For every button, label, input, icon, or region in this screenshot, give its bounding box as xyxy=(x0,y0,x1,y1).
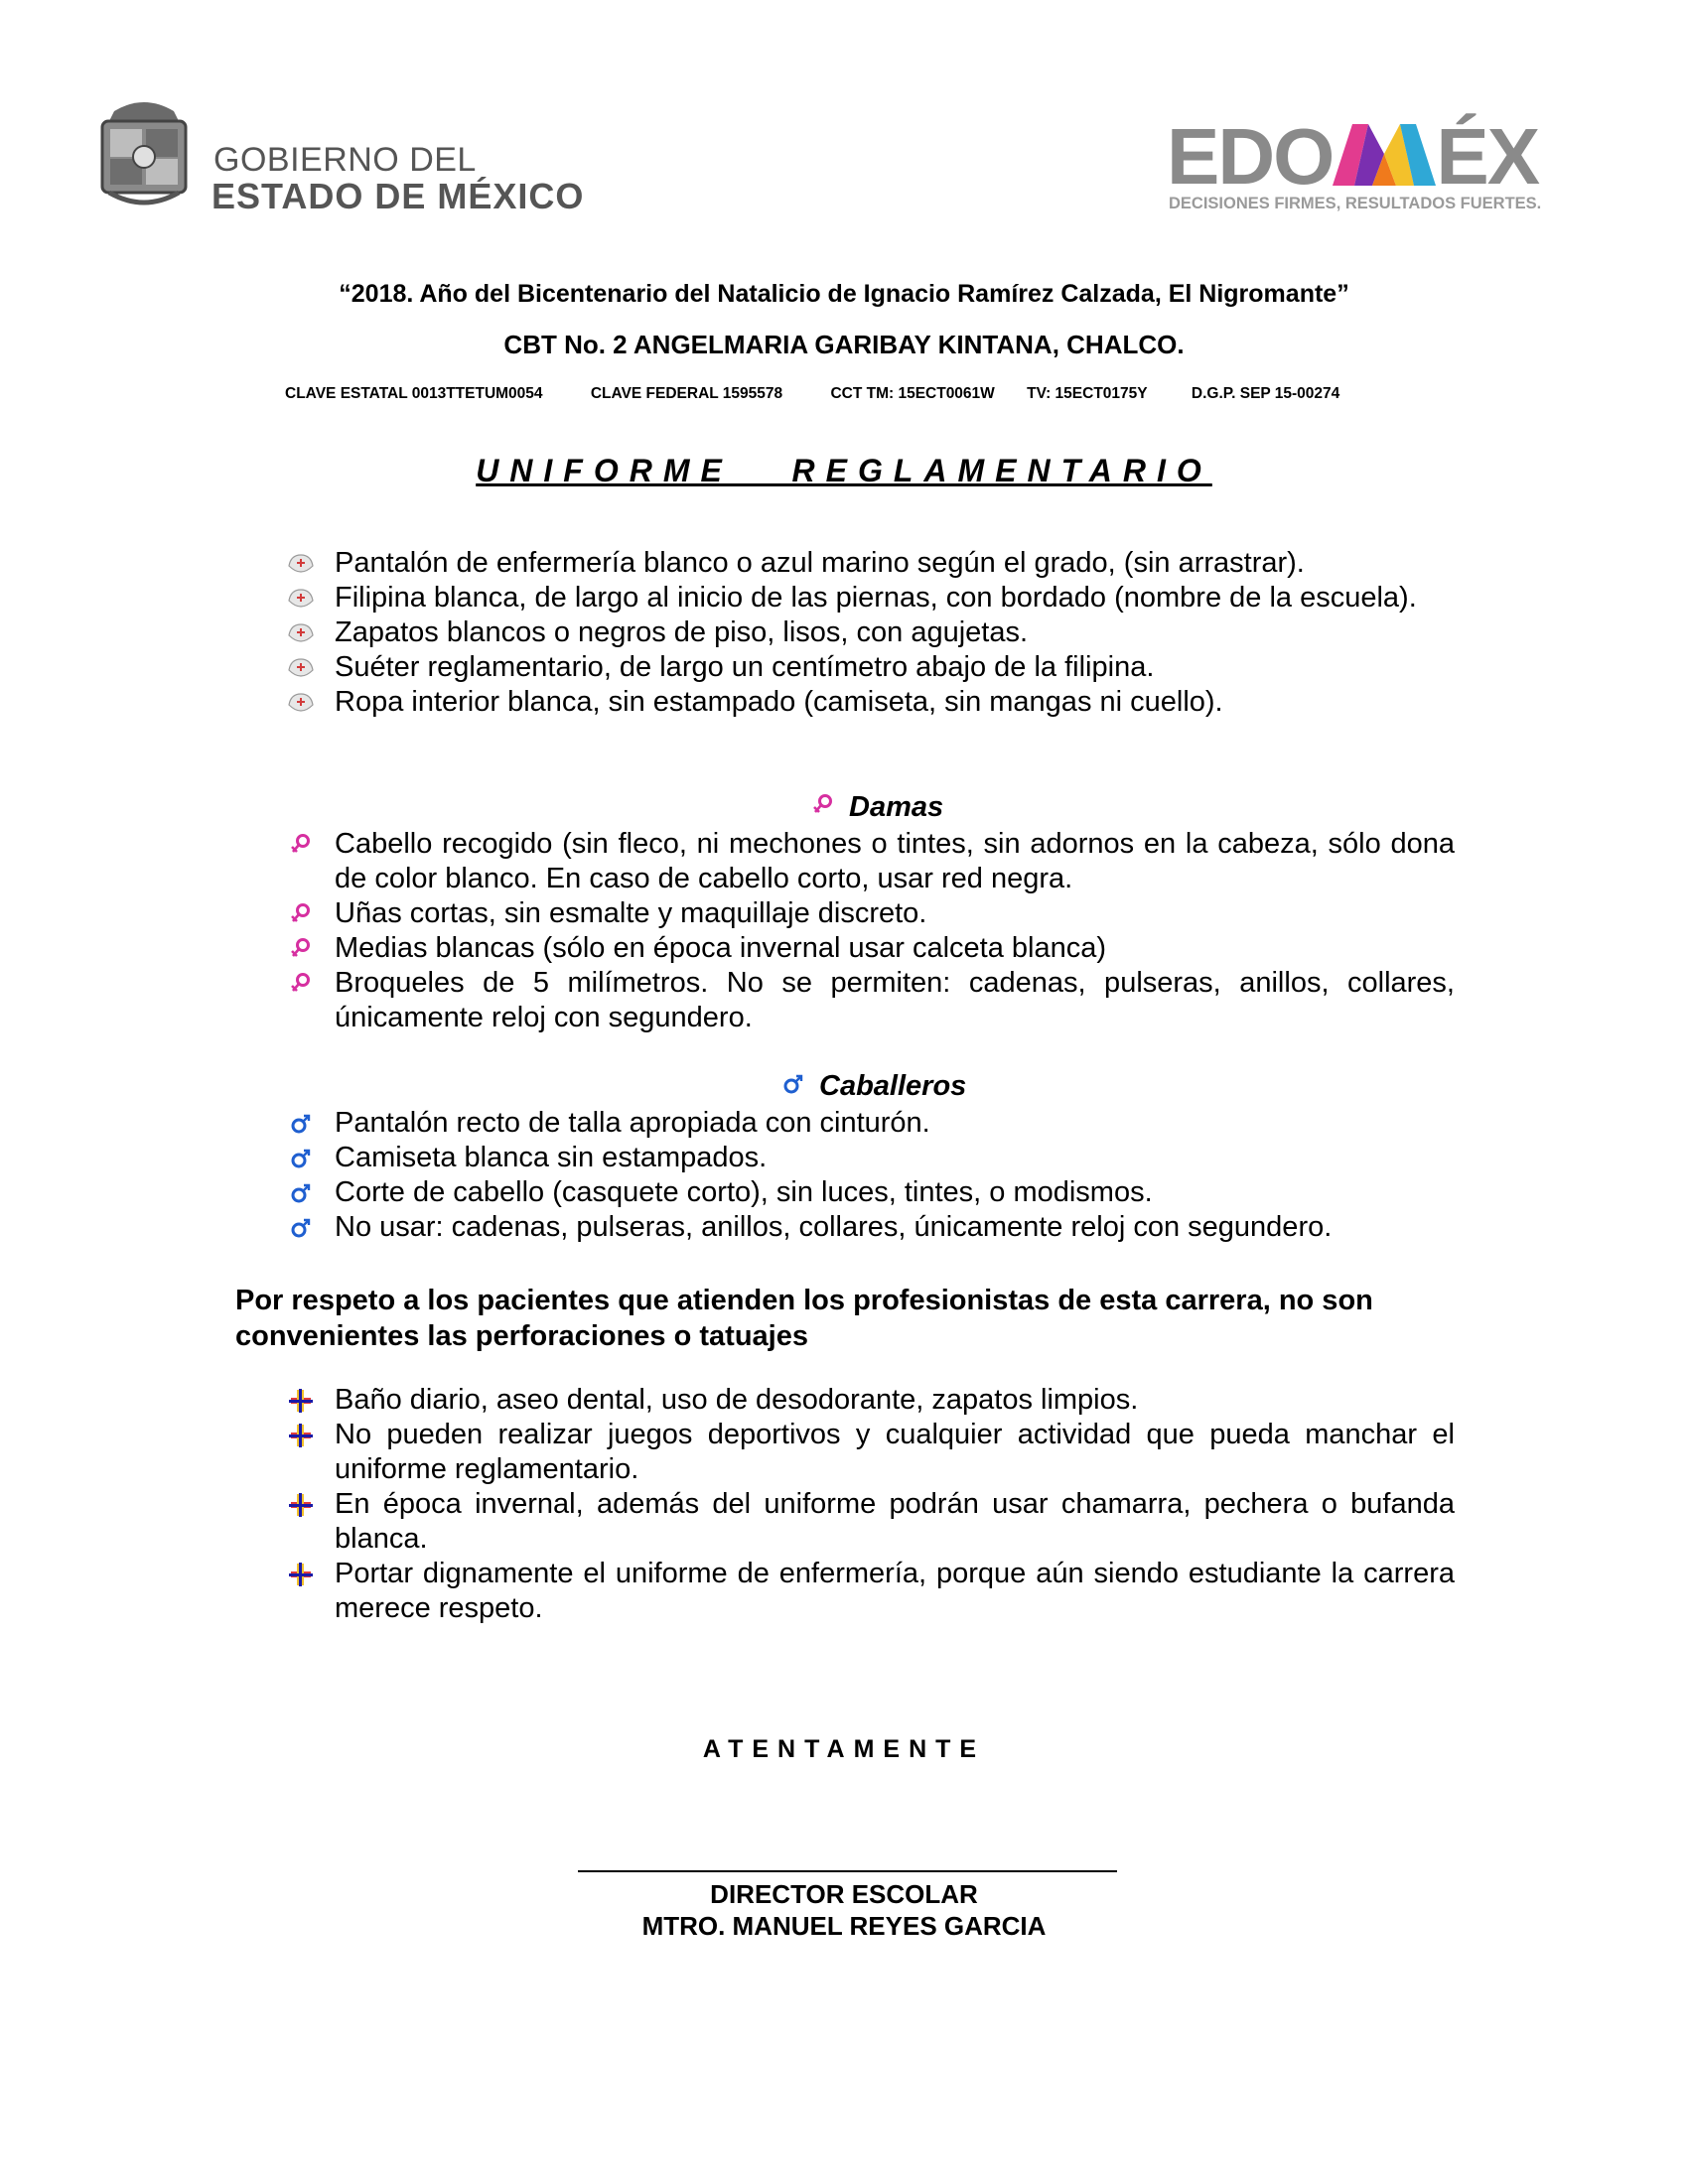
list-item: Camiseta blanca sin estampados. xyxy=(283,1141,1455,1175)
list-item: Medias blancas (sólo en época invernal usar calceta blanca) xyxy=(283,931,1455,966)
multicolor-cross-icon xyxy=(287,1493,315,1517)
nurse-cap-icon xyxy=(287,691,315,715)
list-item: Suéter reglamentario, de largo un centímetro abajo de la filipina. xyxy=(283,650,1455,685)
damas-heading: Damas xyxy=(849,791,943,824)
female-symbol-icon xyxy=(287,937,315,961)
male-symbol-icon xyxy=(779,1072,807,1096)
director-name: MTRO. MANUEL REYES GARCIA xyxy=(641,1911,1047,1941)
list-item: Pantalón recto de talla apropiada con cinturón. xyxy=(283,1106,1455,1141)
gobierno-line1: GOBIERNO DEL xyxy=(213,141,477,179)
gobierno-logo xyxy=(94,93,585,216)
edomex-slogan: DECISIONES FIRMES, RESULTADOS FUERTES. xyxy=(1169,195,1542,212)
page-title: UNIFORME REGLAMENTARIO xyxy=(476,453,1212,488)
director-title: DIRECTOR ESCOLAR xyxy=(710,1879,978,1909)
male-symbol-icon xyxy=(287,1112,315,1136)
male-symbol-icon xyxy=(287,1147,315,1170)
edomex-m-icon xyxy=(1333,124,1436,186)
hygiene-list xyxy=(283,1383,1455,1626)
list-item: Pantalón de enfermería blanco o azul marino según el grado, (sin arrastrar). xyxy=(283,546,1455,581)
multicolor-cross-icon xyxy=(287,1424,315,1447)
list-item: No usar: cadenas, pulseras, anillos, collares, únicamente reloj con segundero. xyxy=(283,1210,1455,1245)
list-item: Filipina blanca, de largo al inicio de las piernas, con bordado (nombre de la escuela). xyxy=(283,581,1455,615)
respeto-note: Por respeto a los pacientes que atienden los profesionistas de esta carrera, no son convenientes las perforaciones o tatuajes xyxy=(235,1285,1373,1352)
list-item: Portar dignamente el uniforme de enfermería, porque aún siendo estudiante la carrera merece respeto. xyxy=(283,1557,1455,1626)
general-uniform-list xyxy=(283,546,1455,720)
year-motto: “2018. Año del Bicentenario del Natalicio de Ignacio Ramírez Calzada, El Nigromante” xyxy=(339,280,1349,308)
list-item: Zapatos blancos o negros de piso, lisos, con agujetas. xyxy=(283,615,1455,650)
edomex-left: EDO xyxy=(1167,112,1334,201)
edomex-right: ÉX xyxy=(1436,112,1539,201)
list-item: En época invernal, además del uniforme podrán usar chamarra, pechera o bufanda blanca. xyxy=(283,1487,1455,1557)
list-item: No pueden realizar juegos deportivos y cualquier actividad que pueda manchar el uniforme reglamentario. xyxy=(283,1418,1455,1487)
male-symbol-icon xyxy=(287,1181,315,1205)
clave-tv: TV: 15ECT0175Y xyxy=(1027,385,1148,402)
male-symbol-icon xyxy=(287,1216,315,1240)
damas-list xyxy=(283,827,1455,1035)
caballeros-heading: Caballeros xyxy=(819,1070,966,1103)
list-item: Uñas cortas, sin esmalte y maquillaje discreto. xyxy=(283,896,1455,931)
closing-atentamente: ATENTAMENTE xyxy=(702,1735,986,1763)
edomex-logo xyxy=(1167,112,1584,216)
female-symbol-icon xyxy=(809,793,837,817)
coat-of-arms-icon xyxy=(94,93,194,212)
school-codes xyxy=(285,385,1383,403)
female-symbol-icon xyxy=(287,833,315,857)
multicolor-cross-icon xyxy=(287,1563,315,1586)
cct-tm: CCT TM: 15ECT0061W xyxy=(830,385,995,402)
gobierno-line2: ESTADO DE MÉXICO xyxy=(211,176,585,216)
signature-line xyxy=(578,1870,1117,1872)
nurse-cap-icon xyxy=(287,552,315,576)
nurse-cap-icon xyxy=(287,587,315,611)
dgp-sep: D.G.P. SEP 15-00274 xyxy=(1191,385,1340,402)
nurse-cap-icon xyxy=(287,621,315,645)
school-name: CBT No. 2 ANGELMARIA GARIBAY KINTANA, CHALCO. xyxy=(503,330,1185,359)
caballeros-list xyxy=(283,1106,1455,1245)
female-symbol-icon xyxy=(287,902,315,926)
list-item: Ropa interior blanca, sin estampado (camiseta, sin mangas ni cuello). xyxy=(283,685,1455,720)
clave-estatal: CLAVE ESTATAL 0013TTETUM0054 xyxy=(285,385,543,402)
clave-federal: CLAVE FEDERAL 1595578 xyxy=(590,385,783,402)
nurse-cap-icon xyxy=(287,656,315,680)
female-symbol-icon xyxy=(287,972,315,996)
list-item: Broqueles de 5 milímetros. No se permiten: cadenas, pulseras, anillos, collares, únicamente reloj con segundero. xyxy=(283,966,1455,1035)
list-item: Cabello recogido (sin fleco, ni mechones o tintes, sin adornos en la cabeza, sólo dona de color blanco. En caso de cabello corto, usar red negra. xyxy=(283,827,1455,896)
list-item: Baño diario, aseo dental, uso de desodorante, zapatos limpios. xyxy=(283,1383,1455,1418)
list-item: Corte de cabello (casquete corto), sin luces, tintes, o modismos. xyxy=(283,1175,1455,1210)
multicolor-cross-icon xyxy=(287,1389,315,1413)
